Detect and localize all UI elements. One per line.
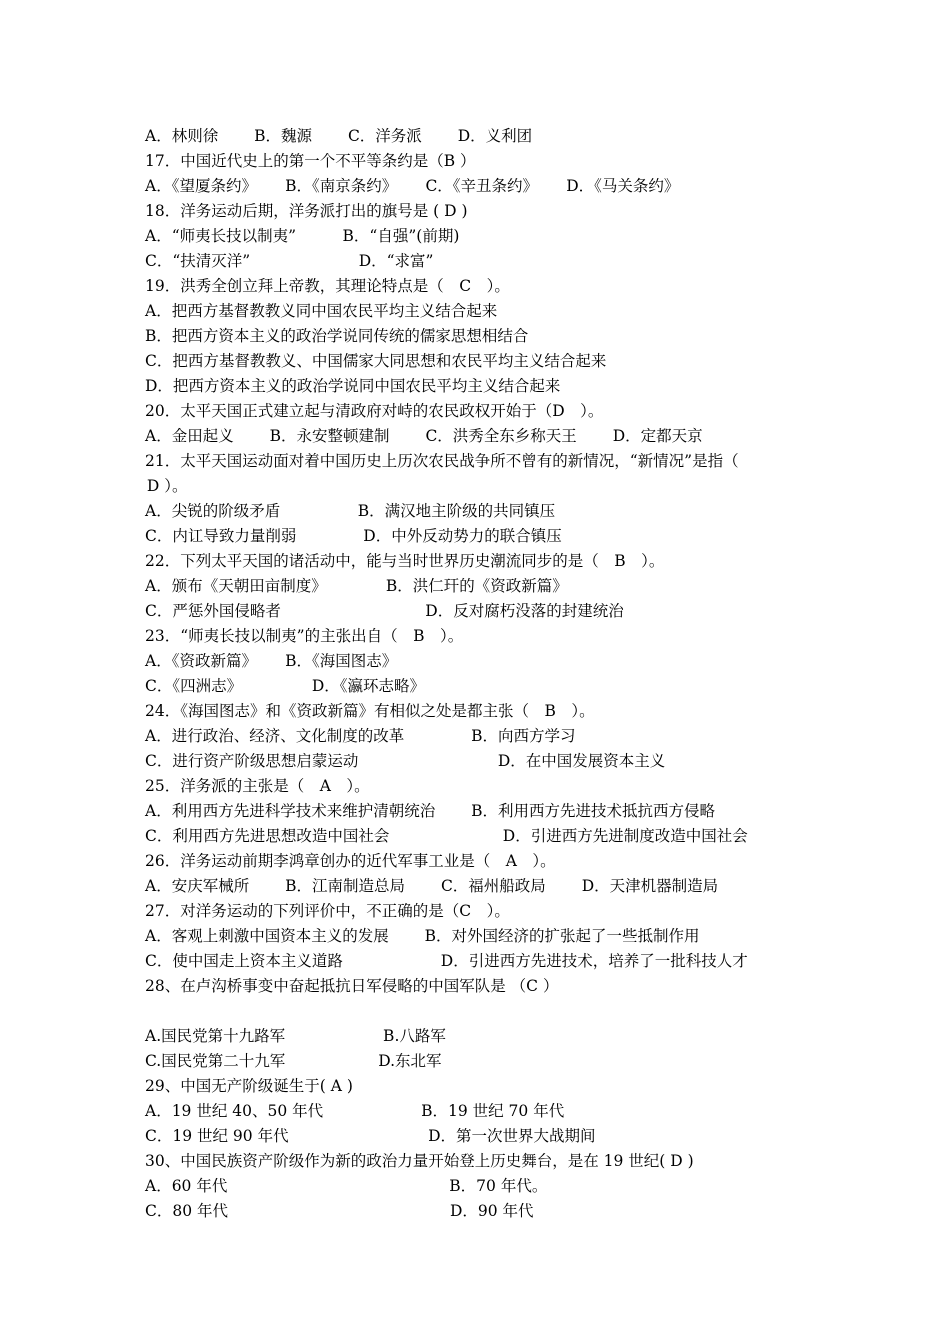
text-line: A．利用西方先进科学技术来维护清朝统治 B．利用西方先进技术抵抗西方侵略 <box>145 802 716 820</box>
text-line: D ）。 <box>142 477 188 495</box>
text-line: A．尖锐的阶级矛盾 B．满汉地主阶级的共同镇压 <box>145 502 556 520</box>
text-line: B．把西方资本主义的政治学说同传统的儒家思想相结合 <box>145 327 529 345</box>
text-line: A．林则徐 B．魏源 C．洋务派 D．义利团 <box>145 127 533 145</box>
text-line: A．金田起义 B．永安整顿建制 C．洪秀全东乡称天王 D．定都天京 <box>145 427 703 445</box>
text-line: C．内讧导致力量削弱 D．中外反动势力的联合镇压 <box>145 527 562 545</box>
text-line: C．把西方基督教教义、中国儒家大同思想和农民平均主义结合起来 <box>145 352 607 370</box>
text-line: A．《望厦条约》 B．《南京条约》 C．《辛丑条约》 D．《马关条约》 <box>145 177 680 195</box>
text-line: A．60 年代 B．70 年代。 <box>145 1177 548 1195</box>
text-line: A．进行政治、经济、文化制度的改革 B．向西方学习 <box>145 727 576 745</box>
text-line: 27．对洋务运动的下列评价中，不正确的是（C ）。 <box>145 902 510 920</box>
text-line: 28、在卢沟桥事变中奋起抵抗日军侵略的中国军队是 （C ） <box>145 977 559 995</box>
text-line: C．“扶清灭洋” D．“求富” <box>145 252 434 270</box>
text-line: 19．洪秀全创立拜上帝教，其理论特点是（ C ）。 <box>145 277 510 295</box>
text-line: A.国民党第十九路军 B.八路军 <box>145 1027 446 1045</box>
text-line: 18．洋务运动后期，洋务派打出的旗号是 ( D ) <box>145 202 468 220</box>
text-line: C．《四洲志》 D．《瀛环志略》 <box>145 677 426 695</box>
text-line: A．客观上刺激中国资本主义的发展 B．对外国经济的扩张起了一些抵制作用 <box>145 927 700 945</box>
text-line: 20．太平天国正式建立起与清政府对峙的农民政权开始于（D ）。 <box>145 402 604 420</box>
text-line: 29、中国无产阶级诞生于( A ) <box>145 1077 353 1095</box>
text-line: A．安庆军械所 B．江南制造总局 C．福州船政局 D．天津机器制造局 <box>145 877 719 895</box>
text-line: 24．《海国图志》和《资政新篇》有相似之处是都主张（ B ）。 <box>145 702 595 720</box>
text-line: C.国民党第二十九军 D.东北军 <box>145 1052 442 1070</box>
text-line: 21．太平天国运动面对着中国历史上历次农民战争所不曾有的新情况，“新情况”是指（ <box>145 452 739 470</box>
text-line: 22．下列太平天国的诸活动中，能与当时世界历史潮流同步的是（ B ）。 <box>145 552 665 570</box>
text-line: C．严惩外国侵略者 D．反对腐朽没落的封建统治 <box>145 602 624 620</box>
text-line: D．把西方资本主义的政治学说同中国农民平均主义结合起来 <box>145 377 561 395</box>
text-line: A．颁布《天朝田亩制度》 B．洪仁玕的《资政新篇》 <box>145 577 568 595</box>
text-line: 17．中国近代史上的第一个不平等条约是（B ） <box>145 152 476 170</box>
text-line: C．80 年代 D．90 年代 <box>145 1202 534 1220</box>
text-line: C．19 世纪 90 年代 D．第一次世界大战期间 <box>145 1127 596 1145</box>
text-line: 23．“师夷长技以制夷”的主张出自（ B ）。 <box>145 627 464 645</box>
text-line: 26．洋务运动前期李鸿章创办的近代军事工业是（ A ）。 <box>145 852 556 870</box>
text-line: A．把西方基督教教义同中国农民平均主义结合起来 <box>145 302 498 320</box>
text-line: C．使中国走上资本主义道路 D．引进西方先进技术，培养了一批科技人才 <box>145 952 748 970</box>
text-line: A．《资政新篇》 B．《海国图志》 <box>145 652 398 670</box>
text-line: C．进行资产阶级思想启蒙运动 D．在中国发展资本主义 <box>145 752 666 770</box>
text-line: 30、中国民族资产阶级作为新的政治力量开始登上历史舞台，是在 19 世纪( D ) <box>145 1152 694 1170</box>
text-line: A．19 世纪 40、50 年代 B．19 世纪 70 年代 <box>145 1102 565 1120</box>
text-line: 25．洋务派的主张是（ A ）。 <box>145 777 370 795</box>
text-line: C．利用西方先进思想改造中国社会 D．引进西方先进制度改造中国社会 <box>145 827 748 845</box>
text-line: A．“师夷长技以制夷” B．“自强”(前期) <box>145 227 460 245</box>
